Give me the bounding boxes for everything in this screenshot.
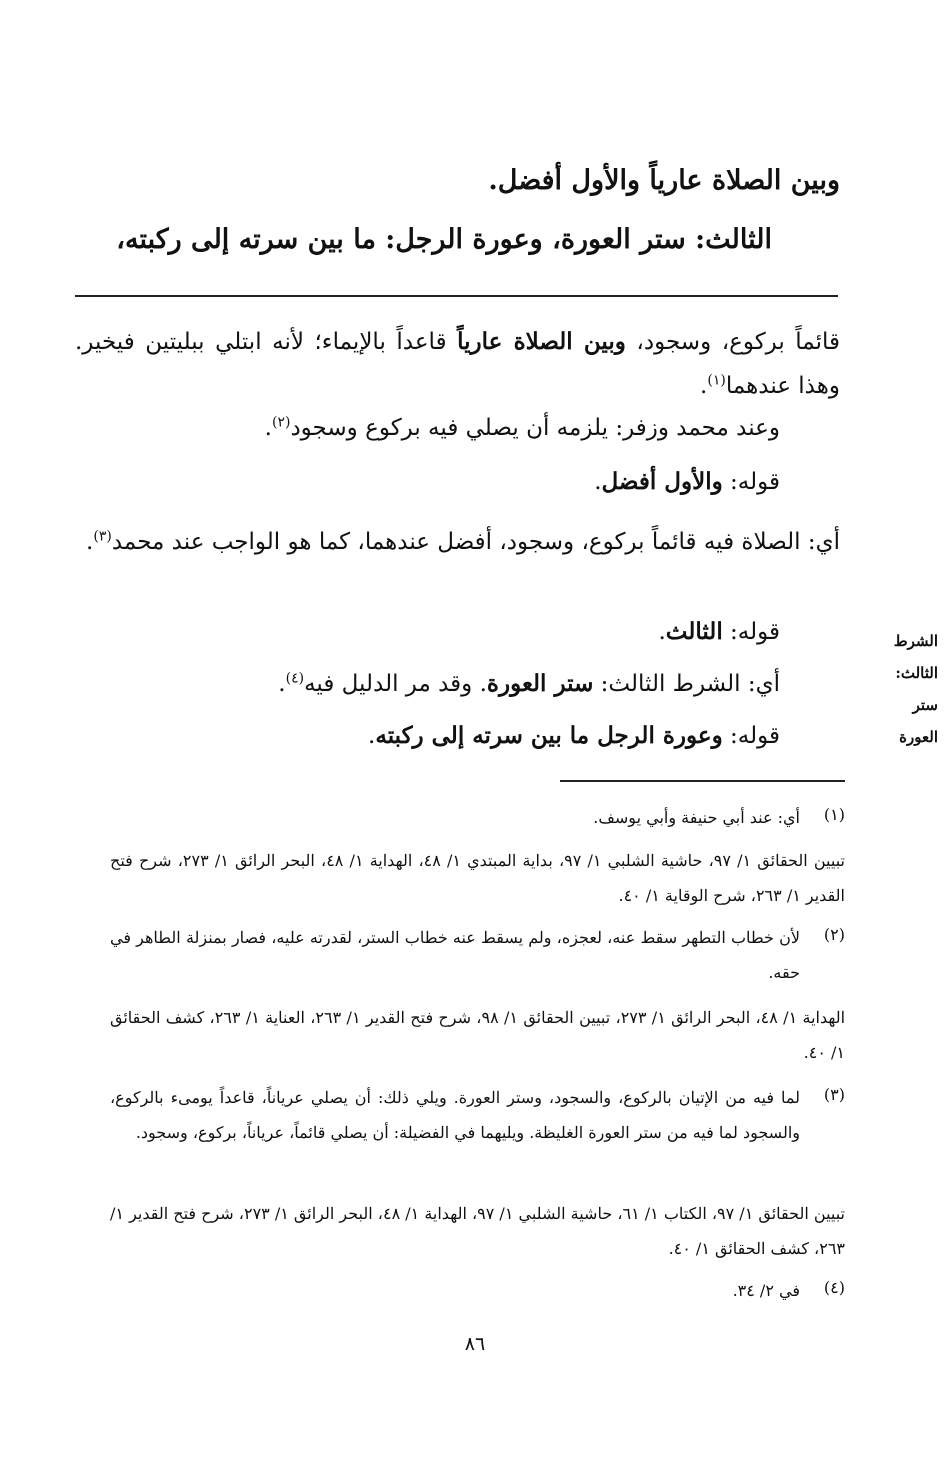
footnote-rule xyxy=(560,780,845,782)
footnote-ref[interactable]: (٤) xyxy=(285,670,305,687)
footnote-text: في ٢/ ٣٤. xyxy=(732,1281,800,1300)
sharh-text: . xyxy=(700,373,708,399)
footnote-text: لأن خطاب التطهر سقط عنه، لعجزه، ولم يسقط عنه خطاب الستر، لقدرته عليه، فصار بمنزلة الطاهر في حقه. xyxy=(110,928,800,982)
margin-note-line: الثالث: xyxy=(895,664,938,682)
page-number: ٨٦ xyxy=(464,1333,486,1355)
sharh-text: أي: الصلاة فيه قائماً بركوع، وسجود، أفضل عندهما، كما هو الواجب عند محمد xyxy=(111,529,840,555)
sharh-text: . xyxy=(86,529,94,555)
margin-note xyxy=(868,625,938,753)
qawluh-label: قوله: xyxy=(722,723,780,749)
sharh-quote: الثالث xyxy=(665,618,723,645)
sharh-quote: وعورة الرجل ما بين سرته إلى ركبته xyxy=(375,722,723,749)
sharh-text: . xyxy=(278,671,286,697)
footnote-number: (٢) xyxy=(823,925,845,944)
sharh-text: . xyxy=(368,723,376,749)
footnote-2 xyxy=(110,920,800,990)
margin-note-line: العورة xyxy=(899,728,938,746)
footnote-ref[interactable]: (٣) xyxy=(93,528,112,545)
footnote-number: (١) xyxy=(823,805,845,824)
sharh-text: قائماً بركوع، وسجود، xyxy=(625,329,841,355)
sharh-quote: وبين الصلاة عارياً xyxy=(457,328,626,355)
sharh-paragraph-3 xyxy=(80,468,780,495)
footnote-3-sources xyxy=(110,1196,845,1266)
sharh-quote: والأول أفضل xyxy=(601,468,723,495)
sharh-paragraph-1 xyxy=(75,320,840,408)
margin-note-line: ستر xyxy=(912,696,938,714)
sharh-text: . وقد مر الدليل فيه xyxy=(304,671,487,697)
sharh-paragraph-6 xyxy=(80,670,780,697)
footnote-4 xyxy=(110,1273,800,1308)
footnote-number: (٣) xyxy=(823,1085,845,1104)
matn-line-2: الثالث: ستر العورة، وعورة الرجل: ما بين سرته إلى ركبته، xyxy=(116,224,772,255)
footnote-text: أي: عند أبي حنيفة وأبي يوسف. xyxy=(593,808,800,827)
sharh-paragraph-2 xyxy=(80,415,780,441)
matn-line-1: وبين الصلاة عارياً والأول أفضل. xyxy=(488,165,840,196)
sharh-paragraph-7 xyxy=(80,722,780,749)
footnote-ref[interactable]: (١) xyxy=(707,372,726,389)
footnote-sources: تبيين الحقائق ١/ ٩٧، الكتاب ١/ ٦١، حاشية الشلبي ١/ ٩٧، الهداية ١/ ٤٨، البحر الرائق ١/ ٢٧٣، شرح فتح القدير ١/ ٢٦٣، كشف الحقائق ١/ ٤٠. xyxy=(110,1204,846,1258)
footnote-3 xyxy=(110,1080,800,1150)
sharh-text: وعند محمد وزفر: يلزمه أن يصلي فيه بركوع وسجود xyxy=(290,415,780,441)
sharh-text: أي: الشرط الثالث: xyxy=(593,671,780,697)
footnote-text: لما فيه من الإتيان بالركوع، والسجود، وستر العورة. ويلي ذلك: أن يصلي عرياناً، قاعداً يومىء بالركوع، والسجود لما فيه من ستر العورة الغليظة. ويليهما في الفضيلة: أن يصلي قائماً، عرياناً، بركوع، وسجود. xyxy=(110,1088,800,1142)
sharh-text: قاعداً بالإيماء؛ لأنه ابتلي ببليتين فيخير. وهذا عندهما xyxy=(75,329,840,399)
sharh-paragraph-5 xyxy=(80,618,780,645)
footnote-number: (٤) xyxy=(823,1278,845,1297)
sharh-text: . xyxy=(594,469,602,495)
footnote-2-sources xyxy=(110,1000,845,1070)
footnote-sources: تبيين الحقائق ١/ ٩٧، حاشية الشلبي ١/ ٩٧، بداية المبتدي ١/ ٤٨، الهداية ١/ ٤٨، البحر الرائق ١/ ٢٧٣، شرح فتح القدير ١/ ٢٦٣، شرح الوقاية ١/ ٤٠. xyxy=(110,851,845,905)
sharh-quote: ستر العورة xyxy=(486,670,594,697)
sharh-text: . xyxy=(658,619,666,645)
sharh-paragraph-4 xyxy=(75,520,840,564)
footnote-sources: الهداية ١/ ٤٨، البحر الرائق ١/ ٢٧٣، تبيين الحقائق ١/ ٩٨، شرح فتح القدير ١/ ٢٦٣، العناية ١/ ٢٦٣، كشف الحقائق ١/ ٤٠. xyxy=(110,1008,846,1062)
footnote-1-sources xyxy=(110,843,845,913)
matn-divider xyxy=(75,295,838,297)
footnote-ref[interactable]: (٢) xyxy=(271,414,291,431)
sharh-text: . xyxy=(264,415,272,441)
margin-note-line: الشرط xyxy=(893,632,938,650)
footnote-1 xyxy=(110,800,800,835)
qawluh-label: قوله: xyxy=(722,619,780,645)
qawluh-label: قوله: xyxy=(722,469,780,495)
